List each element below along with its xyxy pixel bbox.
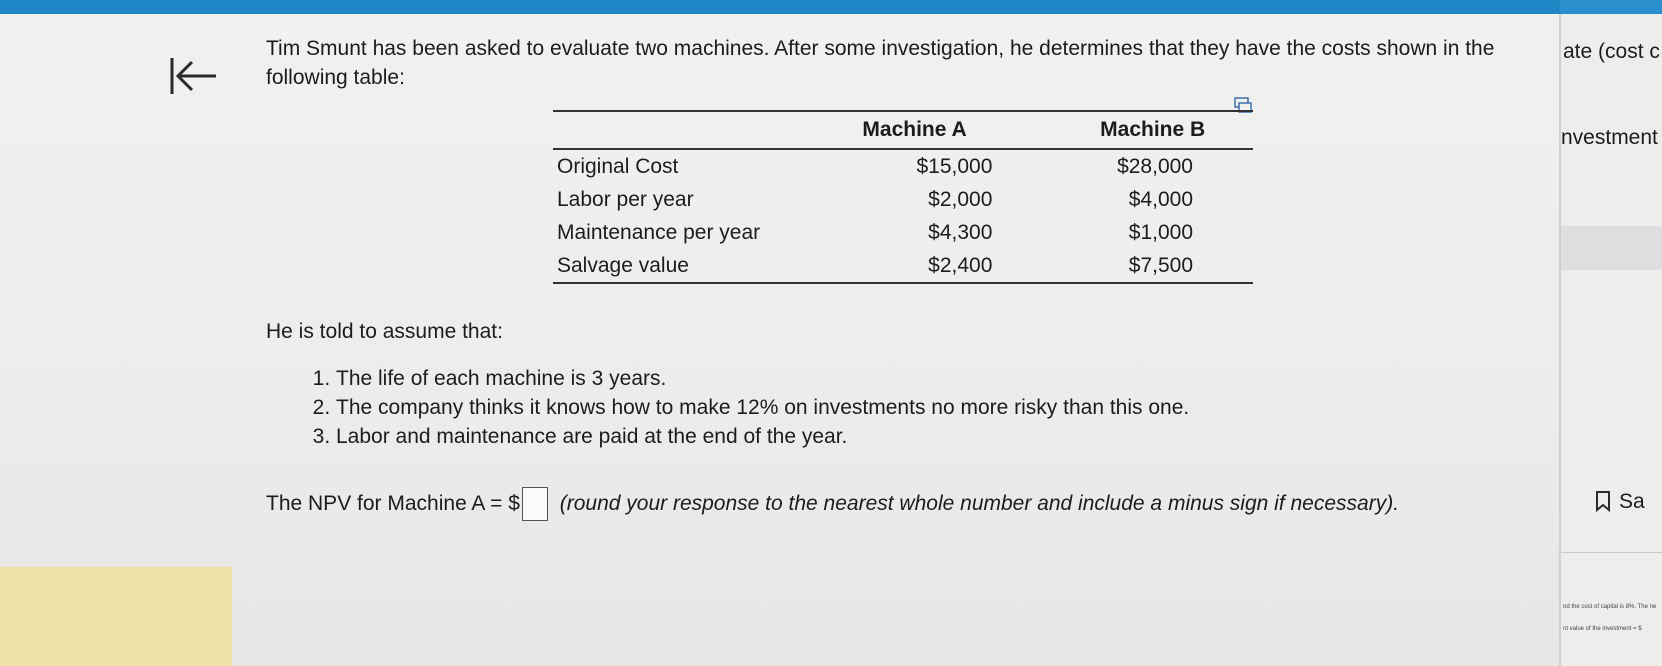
side-panel-text-investment: nvestment — [1561, 126, 1658, 149]
side-panel-band — [1561, 226, 1662, 270]
table-header-machine-b: Machine B — [1100, 118, 1206, 141]
row-label: Maintenance per year — [557, 220, 761, 244]
row-label: Salvage value — [557, 253, 689, 277]
list-item: 2. The company thinks it knows how to make 12% on investments no more risky than this one. — [336, 393, 1436, 422]
collapse-left-arrow-icon[interactable] — [168, 52, 220, 100]
machine-a-value: $2,400 — [928, 253, 993, 277]
top-accent-bar — [0, 0, 1560, 14]
question-prefix: The NPV for Machine A = $ — [266, 492, 520, 515]
list-item: 3. Labor and maintenance are paid at the end of the year. — [336, 422, 1436, 451]
machine-a-value: $4,300 — [928, 220, 993, 244]
row-label: Original Cost — [557, 154, 679, 178]
machine-a-value: $15,000 — [916, 154, 993, 178]
npv-answer-input[interactable] — [522, 487, 548, 521]
assumptions-title: He is told to assume that: — [266, 320, 503, 343]
table-row — [553, 183, 1253, 216]
side-panel-divider — [1561, 552, 1662, 553]
bookmark-icon — [1595, 490, 1611, 512]
machine-b-value: $7,500 — [1128, 253, 1193, 277]
table-header-machine-a: Machine A — [862, 118, 967, 141]
side-panel-tiny-text-2: nt value of the investment = $ — [1563, 626, 1642, 632]
machine-b-value: $1,000 — [1128, 220, 1193, 244]
table-header-row — [553, 111, 1253, 149]
row-label: Labor per year — [557, 187, 694, 211]
table-row — [553, 216, 1253, 249]
table-row — [553, 149, 1253, 183]
save-button[interactable] — [1595, 490, 1645, 514]
cost-table-container — [553, 110, 1253, 284]
table-header-empty — [553, 111, 797, 149]
machine-a-value: $2,000 — [928, 187, 993, 211]
npv-question — [266, 486, 1416, 522]
top-accent-bar-right — [1560, 0, 1662, 14]
question-instruction: (round your response to the nearest whole number and include a minus sign if necessary). — [559, 492, 1400, 515]
machine-b-value: $28,000 — [1117, 154, 1193, 178]
highlight-block — [0, 567, 232, 666]
save-label: Sa — [1619, 490, 1645, 513]
cost-table — [553, 110, 1253, 284]
side-panel-text-top: ate (cost c — [1563, 40, 1660, 63]
side-panel — [1561, 14, 1662, 666]
assumptions-list — [290, 364, 1436, 451]
table-row — [553, 249, 1253, 283]
list-item: 1. The life of each machine is 3 years. — [336, 364, 1436, 393]
side-panel-tiny-text-1: nd the cost of capital is 8%. The ne — [1563, 604, 1657, 610]
problem-intro: Tim Smunt has been asked to evaluate two machines. After some investigation, he determines that they have the costs shown in the following table: — [266, 37, 1495, 89]
machine-b-value: $4,000 — [1128, 187, 1193, 211]
